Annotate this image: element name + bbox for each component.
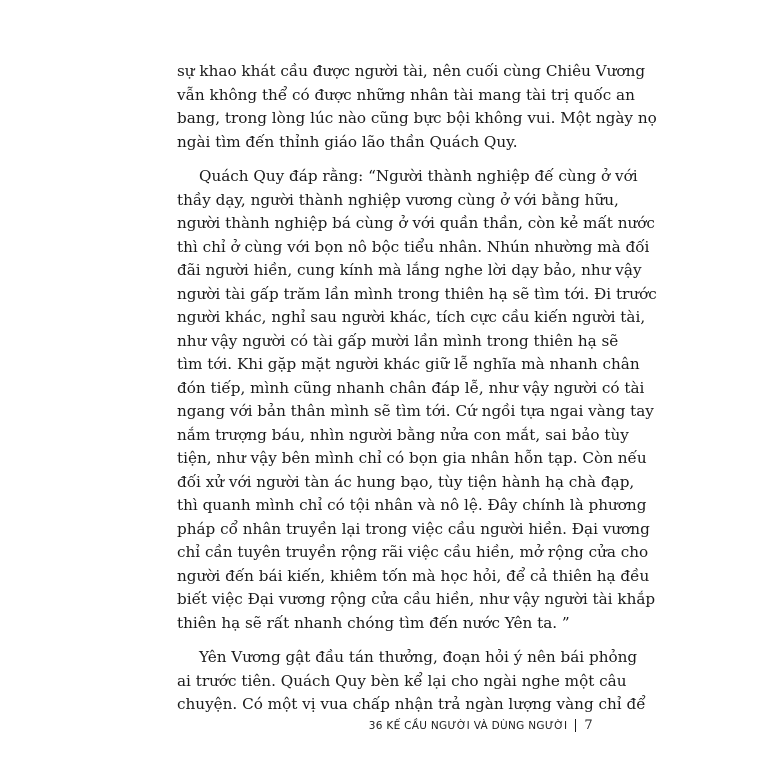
- text-line: biết việc Đại vương rộng cửa cầu hiền, như vậy người tài khắp: [177, 590, 656, 608]
- body-text: [177, 60, 657, 717]
- text-line: người tài gấp trăm lần mình trong thiên hạ sẽ tìm tới. Đi trước: [177, 284, 657, 303]
- text-line: người thành nghiệp bá cùng ở với quần thần, còn kẻ mất nước: [177, 214, 655, 232]
- text-line: đón tiếp, mình cũng nhanh chân đáp lễ, như vậy người có tài: [177, 378, 645, 397]
- text-line: tìm tới. Khi gặp mặt người khác giữ lễ nghĩa mà nhanh chân: [177, 355, 640, 373]
- paragraph-gap: [177, 635, 602, 646]
- text-line: sự khao khát cầu được người tài, nên cuối cùng Chiêu Vương: [177, 62, 646, 80]
- paragraph-2: [177, 165, 657, 635]
- text-line: vẫn không thể có được những nhân tài mang tài trị quốc an: [177, 85, 635, 104]
- paragraph-1: [177, 60, 657, 154]
- book-title: 36 KẾ CẦU NGƯỜI VÀ DÙNG NGƯỜI: [368, 719, 568, 732]
- text-line: Yên Vương gật đầu tán thưởng, đoạn hỏi ý nên bái phỏng: [199, 648, 638, 666]
- text-line: đãi người hiền, cung kính mà lắng nghe lời dạy bảo, như vậy: [177, 261, 642, 279]
- text-line: người đến bái kiến, khiêm tốn mà học hỏi, để cả thiên hạ đều: [177, 566, 650, 585]
- text-line: nắm trượng báu, nhìn người bằng nửa con mắt, sai bảo tùy: [177, 425, 629, 444]
- text-line: chỉ cần tuyên truyền rộng rãi việc cầu hiền, mở rộng cửa cho: [177, 543, 649, 561]
- text-line: ngang với bản thân mình sẽ tìm tới. Cứ ngồi tựa ngai vàng tay: [177, 402, 654, 420]
- running-footer: [369, 718, 593, 733]
- text-line: thì chỉ ở cùng với bọn nô bộc tiểu nhân. Nhún nhường mà đối: [177, 237, 650, 256]
- text-line: ngài tìm đến thỉnh giáo lão thần Quách Quy.: [177, 132, 518, 151]
- text-line: tiện, như vậy bên mình chỉ có bọn gia nhân hỗn tạp. Còn nếu: [177, 449, 647, 467]
- text-line: thì quanh mình chỉ có tội nhân và nô lệ. Đây chính là phương: [177, 496, 647, 514]
- paragraph-gap: [177, 154, 602, 165]
- text-line: thiên hạ sẽ rất nhanh chóng tìm đến nước Yên ta. ”: [177, 613, 570, 632]
- text-line: thầy dạy, người thành nghiệp vương cùng ở với bằng hữu,: [177, 190, 619, 209]
- text-line: pháp cổ nhân truyền lại trong việc cầu người hiền. Đại vương: [177, 519, 650, 538]
- footer-divider: [575, 719, 576, 732]
- text-line: Quách Quy đáp rằng: “Người thành nghiệp đế cùng ở với: [199, 167, 638, 185]
- text-line: bang, trong lòng lúc nào cũng bực bội không vui. Một ngày nọ: [177, 109, 657, 127]
- text-line: chuyện. Có một vị vua chấp nhận trả ngàn lượng vàng chỉ để: [177, 695, 646, 713]
- text-line: ai trước tiên. Quách Quy bèn kể lại cho ngài nghe một câu: [177, 671, 627, 690]
- text-line: đối xử với người tàn ác hung bạo, tùy tiện hành hạ chà đạp,: [177, 472, 635, 491]
- paragraph-3: [177, 646, 646, 717]
- text-line: như vậy người có tài gấp mười lần mình trong thiên hạ sẽ: [177, 331, 619, 350]
- page-number: 7: [584, 718, 593, 733]
- text-line: người khác, nghỉ sau người khác, tích cực cầu kiến người tài,: [177, 308, 646, 326]
